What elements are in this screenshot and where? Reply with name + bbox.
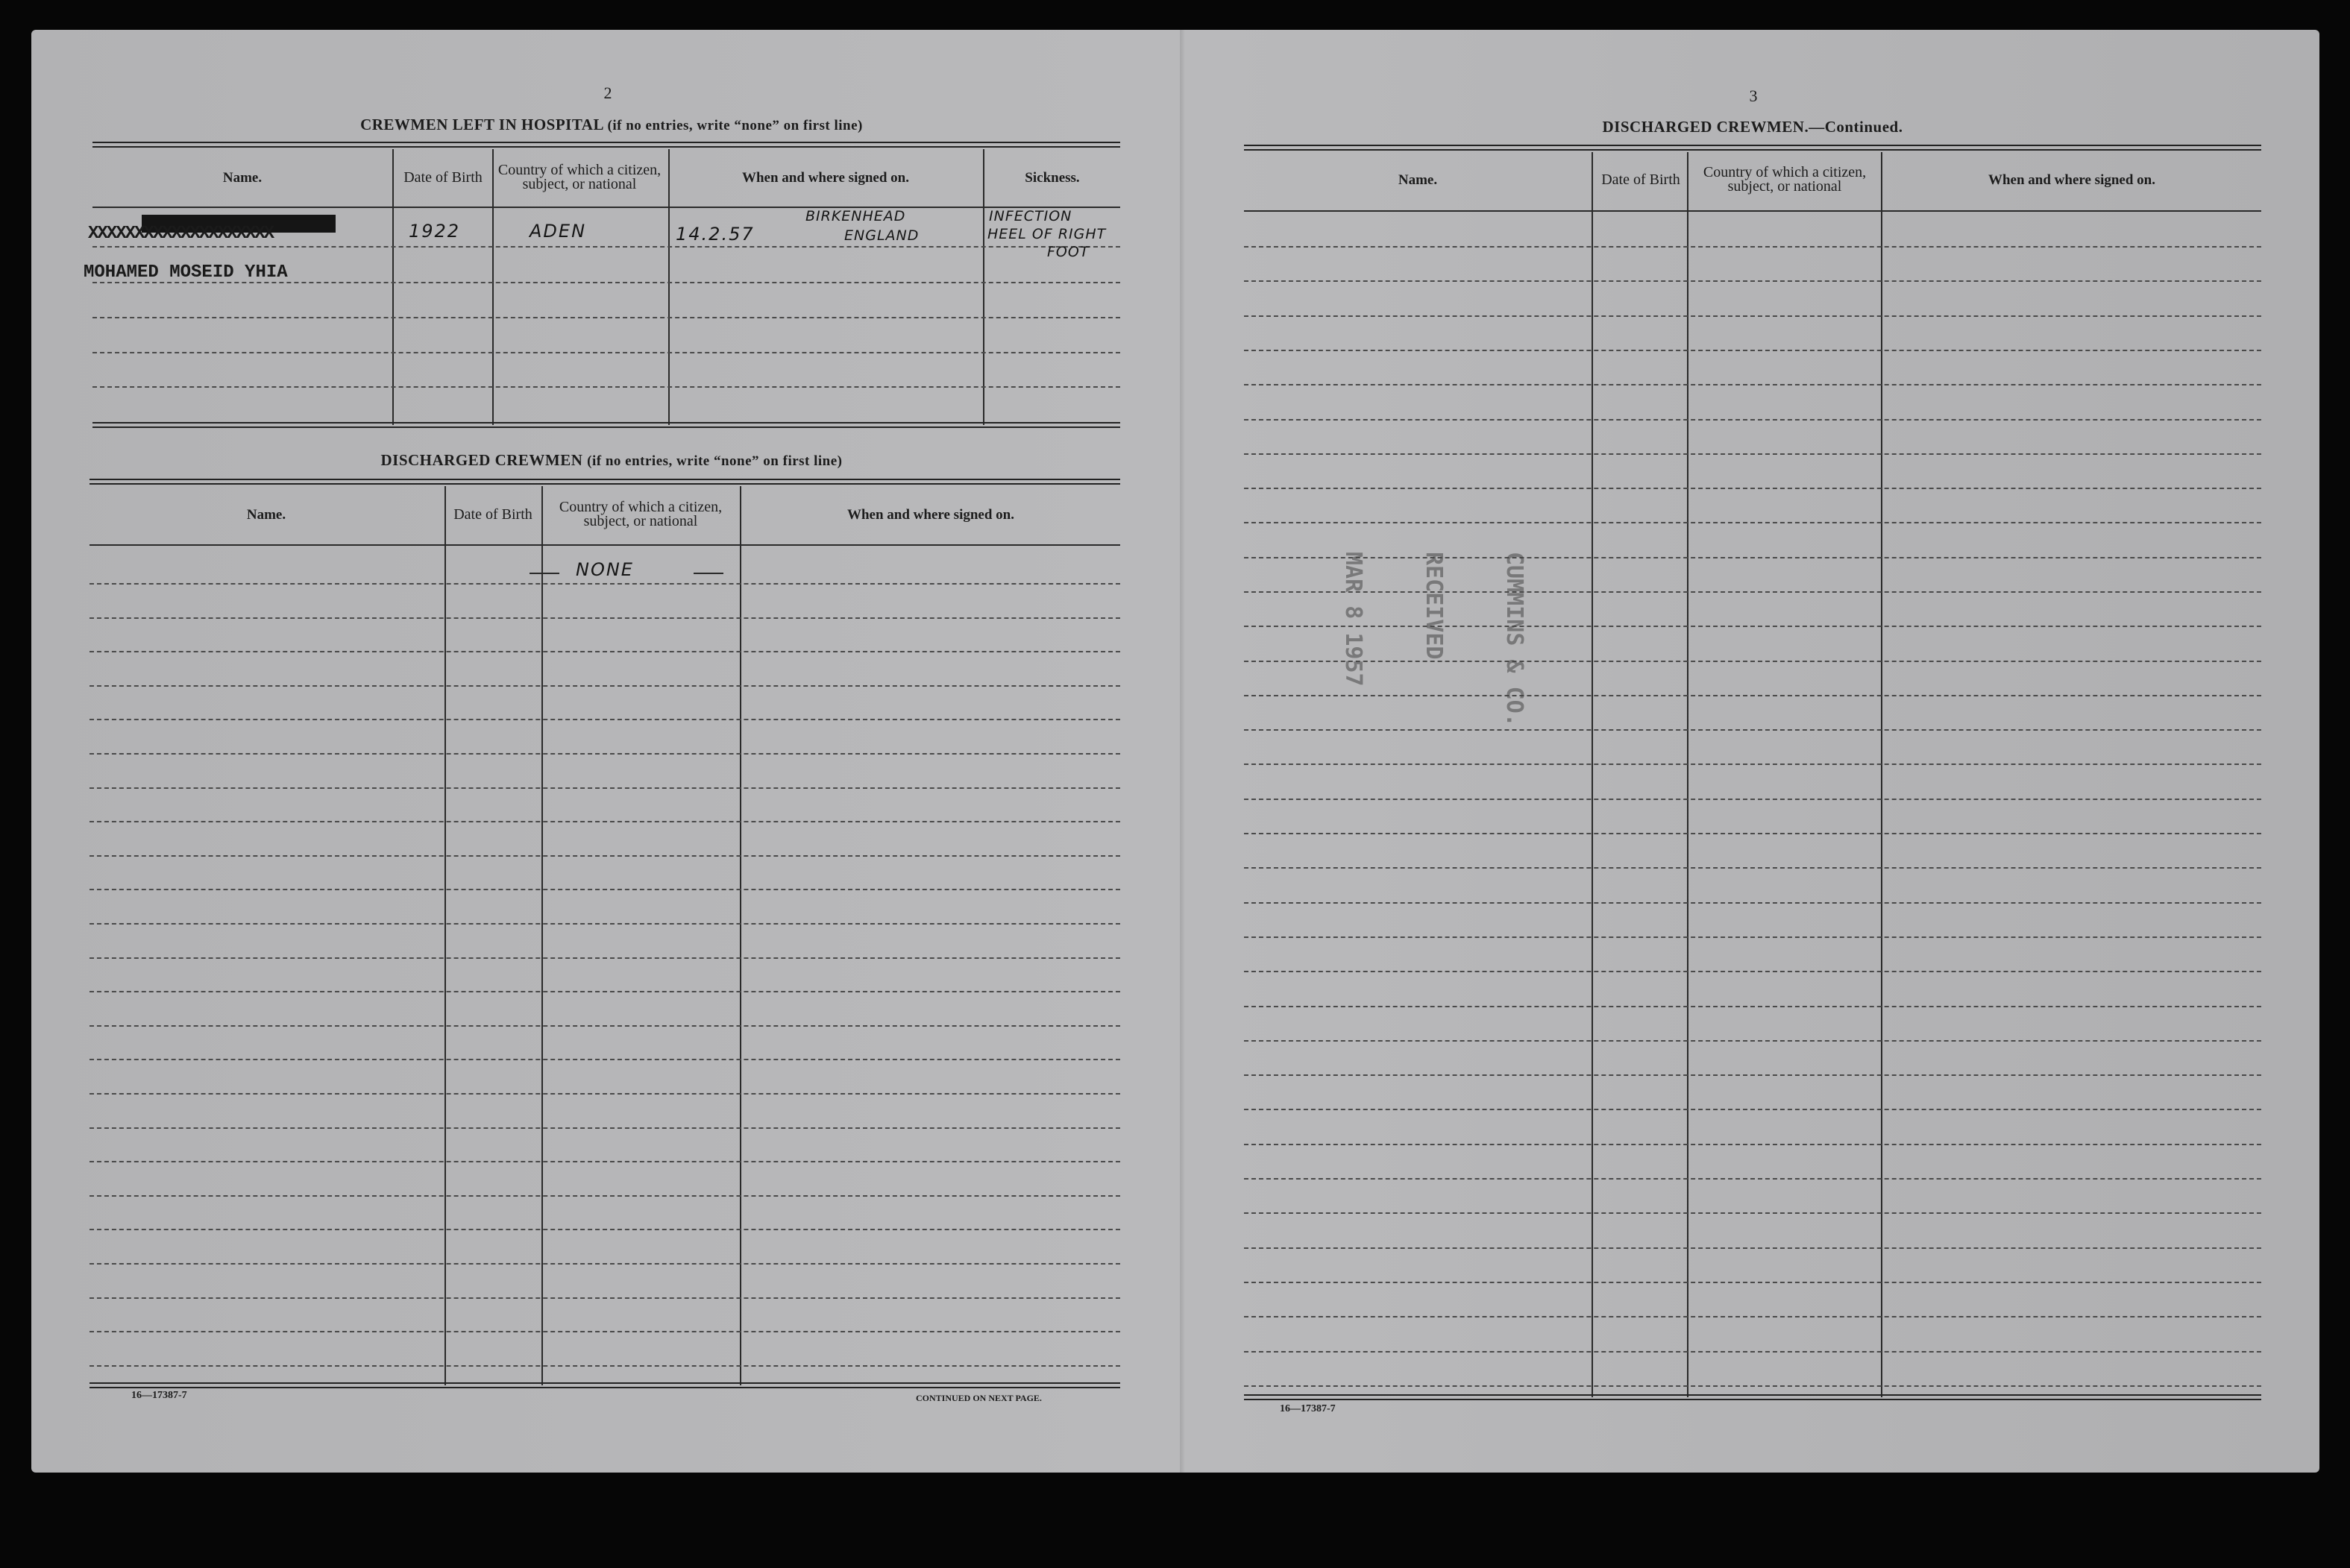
ruled-row-line (89, 923, 1120, 925)
ruled-row-line (1244, 799, 2261, 800)
hospital-entry-sickness-3: FOOT (1047, 244, 1090, 260)
right-header-bottom (1244, 210, 2261, 212)
ruled-row-line (1244, 1282, 2261, 1283)
discharged-col-divider (541, 486, 543, 1385)
ruled-row-line (89, 1297, 1120, 1299)
ruled-row-line (1244, 522, 2261, 523)
hospital-header-country: Country of which a citizen, subject, or national (497, 162, 662, 192)
ruled-row-line (89, 753, 1120, 755)
right-header-signed-on: When and where signed on. (1988, 171, 2155, 188)
page-fold (1180, 30, 1184, 1473)
ruled-row-line (1244, 1247, 2261, 1249)
hospital-col-divider (392, 149, 394, 425)
ruled-row-line (89, 787, 1120, 789)
stamp-line-1: CUMMINS & CO. (1501, 552, 1527, 727)
discharged-instruction: (if no entries, write “none” on first line) (587, 453, 843, 469)
ruled-row-line (1244, 1351, 2261, 1353)
ruled-row-line (89, 1331, 1120, 1332)
ruled-row-line (1244, 1006, 2261, 1007)
right-section-title: DISCHARGED CREWMEN.—Continued. (1602, 118, 1903, 136)
ruled-row-line (1244, 280, 2261, 282)
ruled-row-line (1244, 867, 2261, 869)
left-form-number: 16—17387-7 (131, 1390, 187, 1401)
ruled-row-line (89, 651, 1120, 652)
right-header-name: Name. (1398, 171, 1438, 188)
ruled-row-line (1244, 488, 2261, 489)
hospital-entry-place-2: ENGLAND (844, 227, 920, 244)
ruled-row-line (89, 1161, 1120, 1162)
hospital-row-line (92, 317, 1120, 318)
stamp-line-2: RECEIVED (1421, 552, 1447, 660)
ruled-row-line (1244, 315, 2261, 317)
right-header-country: Country of which a citizen, subject, or national (1703, 164, 1867, 195)
discharged-header-country: Country of which a citizen, subject, or national (559, 499, 723, 529)
none-dash-right (694, 573, 723, 574)
hospital-row-line (92, 386, 1120, 388)
ruled-row-line (89, 719, 1120, 720)
ruled-row-line (1244, 419, 2261, 421)
ruled-row-line (89, 1263, 1120, 1265)
received-stamp (1313, 552, 1581, 727)
discharged-header-signed-on: When and where signed on. (846, 506, 1014, 523)
ruled-row-line (1244, 1144, 2261, 1145)
hospital-row-line (92, 352, 1120, 353)
ruled-row-line (1244, 384, 2261, 385)
none-dash-left (530, 573, 559, 574)
hospital-title-text: CREWMEN LEFT IN HOSPITAL (360, 116, 603, 133)
ruled-row-line (1244, 729, 2261, 731)
ruled-row-line (89, 855, 1120, 857)
hospital-col-divider (983, 149, 984, 425)
hospital-bottom-rule (92, 422, 1120, 428)
ruled-row-line (1244, 350, 2261, 351)
ruled-row-line (1244, 1385, 2261, 1387)
ruled-row-line (1244, 246, 2261, 248)
hospital-col-divider (668, 149, 670, 425)
ruled-row-line (89, 1059, 1120, 1060)
ruled-row-line (1244, 1178, 2261, 1180)
discharged-header-bottom (89, 544, 1120, 546)
right-col-divider (1881, 152, 1882, 1397)
ruled-row-line (1244, 1040, 2261, 1042)
ruled-row-line (89, 1025, 1120, 1027)
continued-note: CONTINUED ON NEXT PAGE. (916, 1393, 1042, 1403)
ruled-row-line (89, 821, 1120, 822)
ruled-row-line (89, 617, 1120, 619)
hospital-row-line (92, 246, 1120, 248)
struck-out-name: XXXXXXXXXXXXXXXXXXXX (88, 224, 274, 244)
hospital-entry-sickness-1: INFECTION (989, 208, 1072, 224)
ruled-row-line (1244, 763, 2261, 765)
discharged-col-divider (444, 486, 446, 1385)
hospital-header-signed-on: When and where signed on. (741, 169, 909, 186)
left-page-number: 2 (603, 84, 612, 102)
discharged-header-dob: Date of Birth (453, 506, 532, 523)
ruled-row-line (1244, 1316, 2261, 1317)
hospital-entry-country: ADEN (530, 221, 587, 242)
right-header-dob: Date of Birth (1601, 171, 1680, 188)
discharged-top-rule (89, 479, 1120, 485)
hospital-entry-name: MOHAMED MOSEID YHIA (84, 262, 288, 283)
stamp-line-3: MAR 8 1957 (1340, 552, 1366, 687)
hospital-col-divider (492, 149, 494, 425)
hospital-entry-place-1: BIRKENHEAD (805, 208, 906, 224)
hospital-header-name: Name. (222, 169, 263, 186)
right-bottom-rule (1244, 1394, 2261, 1400)
ruled-row-line (89, 583, 1120, 585)
discharged-title-text: DISCHARGED CREWMEN (380, 451, 583, 469)
ruled-row-line (1244, 1212, 2261, 1214)
ruled-row-line (89, 1229, 1120, 1230)
hospital-top-rule (92, 142, 1120, 148)
ruled-row-line (1244, 971, 2261, 972)
ruled-row-line (1244, 936, 2261, 938)
hospital-instruction: (if no entries, write “none” on first line) (607, 118, 863, 133)
hospital-header-sickness: Sickness. (1025, 169, 1080, 186)
hospital-section-title (89, 116, 1134, 134)
ruled-row-line (1244, 453, 2261, 455)
right-col-divider (1592, 152, 1593, 1397)
ruled-row-line (89, 1195, 1120, 1197)
hospital-header-bottom (92, 207, 1120, 208)
ruled-row-line (89, 1365, 1120, 1367)
hospital-entry-sickness-2: HEEL OF RIGHT (987, 226, 1107, 242)
ruled-row-line (89, 1127, 1120, 1129)
right-top-rule (1244, 145, 2261, 151)
discharged-section-title (89, 451, 1134, 470)
hospital-entry-dob: 1922 (409, 221, 461, 242)
ruled-row-line (1244, 833, 2261, 834)
discharged-col-divider (740, 486, 741, 1385)
ruled-row-line (89, 1093, 1120, 1095)
right-form-number: 16—17387-7 (1280, 1403, 1336, 1414)
hospital-header-dob: Date of Birth (403, 169, 483, 186)
ruled-row-line (89, 991, 1120, 992)
ruled-row-line (89, 685, 1120, 687)
ruled-row-line (1244, 1074, 2261, 1076)
discharged-header-name: Name. (246, 506, 286, 523)
hospital-entry-date: 14.2.57 (676, 224, 755, 245)
right-col-divider (1687, 152, 1688, 1397)
discharged-bottom-rule (89, 1382, 1120, 1388)
discharged-none-entry: NONE (576, 559, 634, 580)
right-page-number: 3 (1749, 86, 1758, 105)
ruled-row-line (89, 957, 1120, 959)
ruled-row-line (1244, 902, 2261, 904)
ruled-row-line (89, 889, 1120, 890)
ruled-row-line (1244, 1109, 2261, 1110)
